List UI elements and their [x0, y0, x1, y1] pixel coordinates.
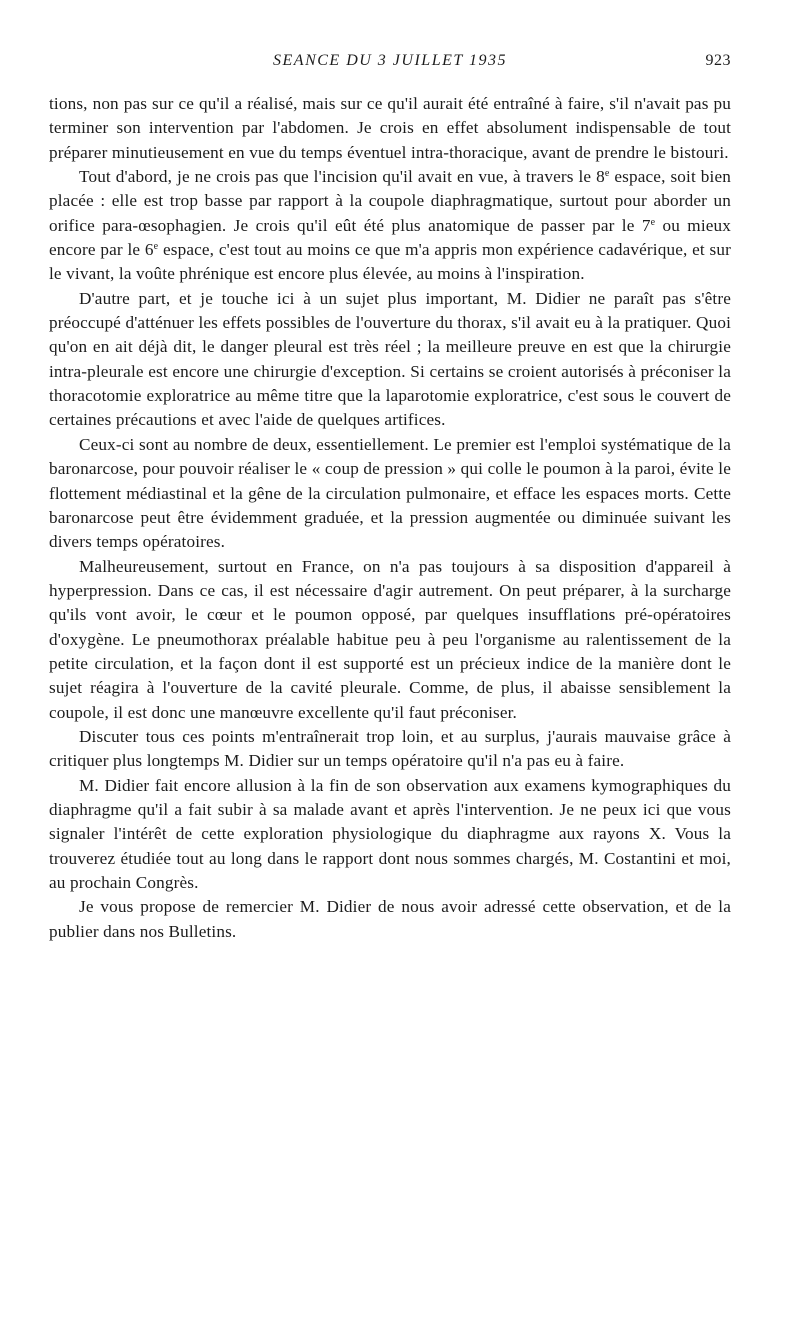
paragraph-2-part-d: espace, c'est tout au moins ce que m'a appris mon expérience cadavérique, et sur le vivant, la voûte phrénique est encore plus élevée, au moins à l'inspiration.	[49, 240, 731, 284]
paragraph-7: M. Didier fait encore allusion à la fin de son observation aux examens kymographiques du diaphragme qu'il a fait subir à sa malade avant et après l'intervention. Je ne peux ici que vous signaler l'intérêt de cette exploration physiologique du diaphragme aux rayons X. Vous la trouverez étudiée tout au long dans le rapport dont nous sommes chargés, M. Costantini et moi, au prochain Congrès.	[49, 775, 731, 892]
paragraph-2	[49, 165, 731, 287]
document-page	[49, 52, 731, 944]
paragraph-2-part-a: Tout d'abord, je ne crois pas que l'incision qu'il avait en vue, à travers le 8	[79, 167, 605, 187]
paragraph-1: tions, non pas sur ce qu'il a réalisé, mais sur ce qu'il aurait été entraîné à faire, s'il n'avait pas pu terminer son intervention par l'abdomen. Je crois en effet absolument indispensable de tout préparer minutieusement en vue du temps éventuel intra-thoracique, avant de prendre le bistouri.	[49, 94, 731, 162]
running-title: SEANCE DU 3 JUILLET 1935	[273, 52, 507, 69]
running-header	[49, 52, 731, 76]
paragraph-2-part-c: ou mieux encore par le 6	[49, 215, 732, 260]
paragraph-6: Discuter tous ces points m'entraînerait trop loin, et au surplus, j'aurais mauvaise grâce à critiquer plus longtemps M. Didier sur un temps opératoire qu'il n'a pas eu à faire.	[49, 726, 731, 771]
article-body	[49, 92, 731, 944]
paragraph-3: D'autre part, et je touche ici à un sujet plus important, M. Didier ne paraît pas s'être préoccupé d'atténuer les effets possibles de l'ouverture du thorax, s'il avait eu à la pratiquer. Quoi qu'on en ait déjà dit, le danger pleural est très réel ; la meilleure preuve en est que la chirurgie intra-pleurale est encore une chirurgie d'exception. Si certains se croient autorisés à préconiser la thoracotomie exploratrice au même titre que la laparotomie exploratrice, c'est sous le couvert de certaines précautions et avec l'aide de quelques artifices.	[49, 288, 731, 430]
ordinal-suffix: e	[153, 241, 159, 253]
paragraph-4: Ceux-ci sont au nombre de deux, essentiellement. Le premier est l'emploi systématique de la baronarcose, pour pouvoir réaliser le « coup de pression » qui colle le poumon à la paroi, évite le flottement médiastinal et la gêne de la circulation pulmonaire, et efface les espaces morts. Cette baronarcose peut être évidemment graduée, et la pression augmentée ou diminuée suivant les divers temps opératoires.	[49, 434, 731, 552]
paragraph-2-part-b: espace, soit bien placée : elle est trop basse par rapport à la coupole diaphragmatique, surtout pour aborder un orifice para-œsophagien. Je crois qu'il eût été plus anatomique de passer par le 7	[49, 167, 731, 235]
page-number: 923	[705, 52, 731, 69]
ordinal-suffix: e	[650, 216, 656, 228]
ordinal-suffix: e	[604, 168, 610, 180]
paragraph-8: Je vous propose de remercier M. Didier de nous avoir adressé cette observation, et de la publier dans nos Bulletins.	[49, 897, 731, 941]
paragraph-5: Malheureusement, surtout en France, on n'a pas toujours à sa disposition d'appareil à hyperpression. Dans ce cas, il est nécessaire d'agir autrement. On peut préparer, à la surcharge qu'ils vont avoir, le cœur et le poumon opposé, par quelques insufflations pré-opératoires d'oxygène. Le pneumothorax préalable habitue peu à peu l'organisme au ralentissement de la petite circulation, et la façon dont il est supporté est un précieux indice de la manière dont le sujet réagira à l'ouverture de la cavité pleurale. Comme, de plus, il abaisse sensiblement la coupole, il est donc une manœuvre excellente qu'il faut préconiser.	[49, 556, 731, 722]
